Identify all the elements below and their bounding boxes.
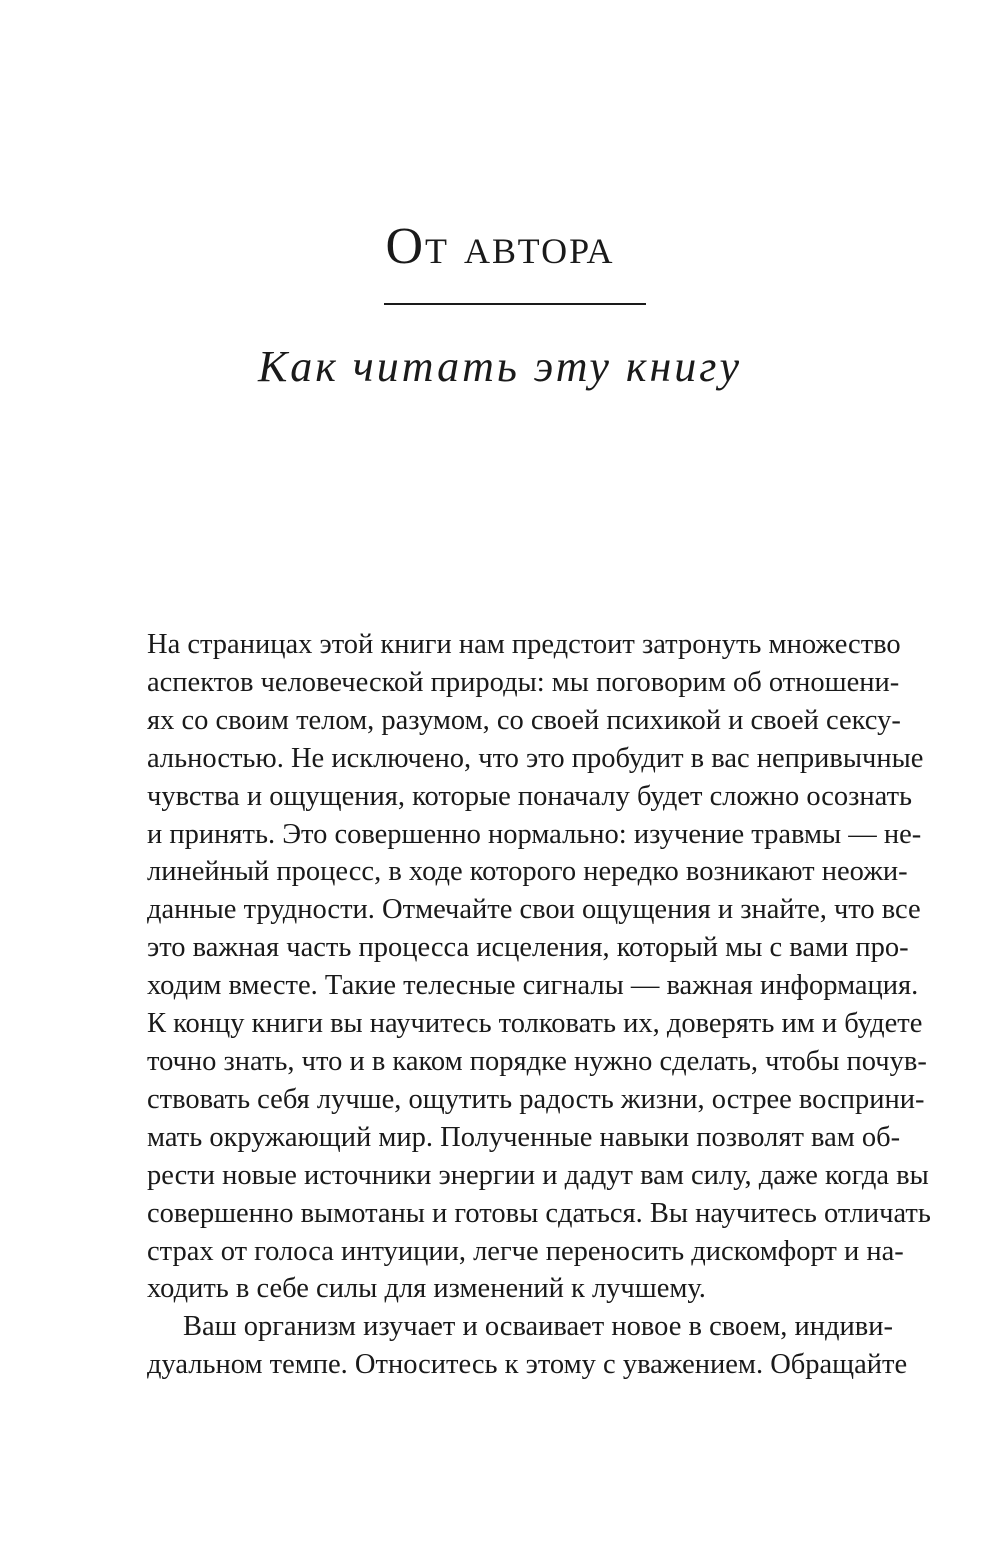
text-line: ходить в себе силы для изменений к лучшему.: [147, 1273, 706, 1305]
text-line: линейный процесс, в ходе которого нередко возникают неожи-: [147, 856, 908, 888]
text-line: данные трудности. Отмечайте свои ощущения и знайте, что все: [147, 894, 921, 926]
text-line: совершенно вымотаны и готовы сдаться. Вы научитесь отличать: [147, 1197, 931, 1229]
text-line: рести новые источники энергии и дадут вам силу, даже когда вы: [147, 1159, 929, 1191]
paragraph-2: [147, 1308, 908, 1384]
text-line: страх от голоса интуиции, легче переносить дискомфорт и на-: [147, 1235, 904, 1267]
text-line: Ваш организм изучает и осваивает новое в своем, индиви-: [183, 1311, 894, 1343]
text-line: дуальном темпе. Относитесь к этому с уважением. Обращайте: [147, 1349, 908, 1381]
text-line: и принять. Это совершенно нормально: изучение травмы — не-: [147, 818, 922, 850]
chapter-title: От автора: [385, 218, 615, 275]
text-line: К концу книги вы научитесь толковать их, доверять им и будете: [147, 1008, 923, 1040]
text-line: ствовать себя лучше, ощутить радость жизни, острее восприни-: [147, 1083, 925, 1115]
text-line: ходим вместе. Такие телесные сигналы — важная информация.: [147, 970, 919, 1002]
chapter-subtitle: Как читать эту книгу: [257, 342, 743, 391]
text-line: мать окружающий мир. Полученные навыки позволят вам об-: [147, 1121, 901, 1153]
text-line: ях со своим телом, разумом, со своей психикой и своей сексу-: [147, 704, 901, 736]
paragraph-1: [147, 626, 931, 1308]
text-line: это важная часть процесса исцеления, который мы с вами про-: [147, 932, 909, 964]
text-line: альностью. Не исключено, что это пробудит в вас непривычные: [147, 742, 924, 774]
title-divider: [384, 303, 646, 305]
text-line: аспектов человеческой природы: мы поговорим об отношени-: [147, 666, 900, 698]
text-line: точно знать, что и в каком порядке нужно сделать, чтобы почув-: [147, 1045, 927, 1077]
text-line: чувства и ощущения, которые поначалу будет сложно осознать: [147, 780, 913, 812]
text-line: На страницах этой книги нам предстоит затронуть множество: [147, 629, 901, 660]
body-text: [147, 626, 931, 1384]
